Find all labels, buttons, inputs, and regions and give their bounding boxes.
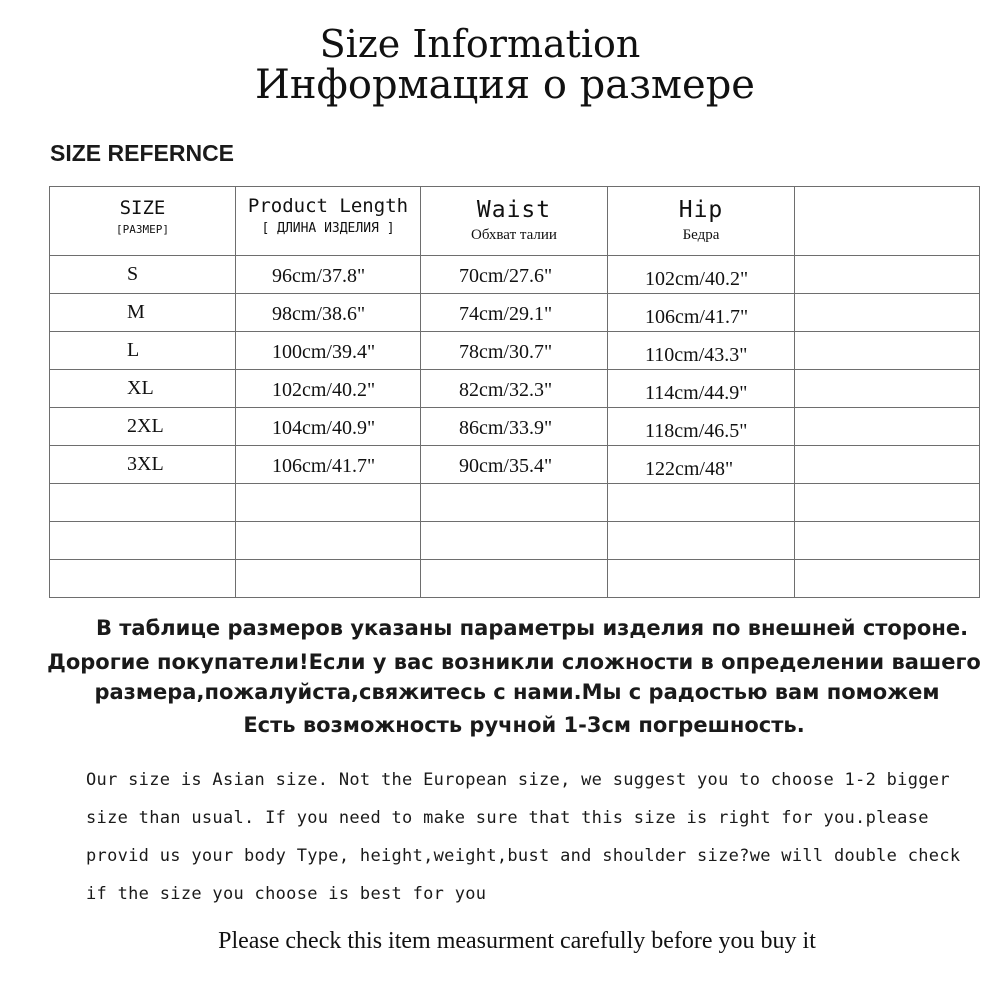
- note-en-line: size than usual. If you need to make sure that this size is right for you.please: [86, 808, 929, 828]
- table-row: [50, 446, 980, 484]
- header-length-label: Product Length: [247, 195, 409, 217]
- cell-empty: [795, 256, 980, 294]
- table-row: [50, 408, 980, 446]
- cell-size: L: [127, 339, 140, 361]
- size-table: [49, 186, 980, 598]
- table-row: [50, 332, 980, 370]
- empty-table-row: [50, 522, 980, 560]
- header-hip-sublabel: Бедра: [682, 227, 720, 243]
- cell-hip: 102cm/40.2": [645, 268, 749, 290]
- empty-table-row: [50, 560, 980, 598]
- cell-empty: [795, 332, 980, 370]
- cell-length: 96cm/37.8": [272, 265, 366, 287]
- header-hip: [608, 187, 795, 256]
- table-row: [50, 256, 980, 294]
- header-waist-sublabel: Обхват талии: [471, 227, 557, 243]
- note-ru-line: Есть возможность ручной 1-3см погрешность.: [243, 713, 805, 737]
- title-english: Size Information: [319, 22, 641, 66]
- note-en-line: if the size you choose is best for you: [86, 884, 487, 904]
- header-size: [50, 187, 236, 256]
- header-size-label: SIZE: [119, 197, 166, 219]
- header-waist-label: Waist: [476, 197, 552, 223]
- cell-waist: 70cm/27.6": [459, 265, 553, 287]
- header-length: [236, 187, 421, 256]
- note-en-line: Our size is Asian size. Not the European size, we suggest you to choose 1-2 bigger: [86, 770, 950, 790]
- note-ru-line: размера,пожалуйста,свяжитесь с нами.Мы с радостью вам поможем: [94, 680, 940, 704]
- header-length-sublabel: [ ДЛИНА ИЗДЕЛИЯ ]: [261, 221, 395, 236]
- cell-waist: 78cm/30.7": [459, 341, 553, 363]
- table-row: [50, 294, 980, 332]
- header-hip-label: Hip: [678, 197, 724, 223]
- cell-hip: 110cm/43.3": [645, 344, 748, 366]
- cell-size: XL: [127, 377, 154, 399]
- header-empty: [795, 187, 980, 256]
- cell-length: 104cm/40.9": [272, 417, 376, 439]
- cell-hip: 106cm/41.7": [645, 306, 749, 328]
- cell-size: S: [127, 263, 139, 285]
- cell-hip: 118cm/46.5": [645, 420, 748, 442]
- cell-waist: 86cm/33.9": [459, 417, 553, 439]
- cell-empty: [795, 370, 980, 408]
- cell-waist: 74cm/29.1": [459, 303, 553, 325]
- footer-note: Please check this item measurment carefully before you buy it: [218, 928, 816, 954]
- cell-hip: 122cm/48": [645, 458, 734, 480]
- cell-size: 3XL: [127, 453, 164, 475]
- cell-waist: 90cm/35.4": [459, 455, 553, 477]
- header-size-sublabel: [РАЗМЕР]: [116, 223, 169, 236]
- header-waist: [421, 187, 608, 256]
- cell-length: 106cm/41.7": [272, 455, 376, 477]
- cell-length: 100cm/39.4": [272, 341, 376, 363]
- cell-empty: [795, 408, 980, 446]
- note-en-line: provid us your body Type, height,weight,bust and shoulder size?we will double check: [86, 846, 961, 866]
- note-ru-line: В таблице размеров указаны параметры изделия по внешней стороне.: [95, 616, 969, 640]
- cell-length: 102cm/40.2": [272, 379, 376, 401]
- cell-empty: [795, 446, 980, 484]
- size-reference-heading: SIZE REFERNCE: [50, 140, 235, 166]
- note-ru-line: Дорогие покупатели!Если у вас возникли сложности в определении вашего: [47, 650, 981, 674]
- cell-size: 2XL: [127, 415, 164, 437]
- cell-size: M: [127, 301, 145, 323]
- cell-hip: 114cm/44.9": [645, 382, 748, 404]
- table-row: [50, 370, 980, 408]
- title-russian: Информация о размере: [255, 62, 755, 108]
- empty-table-row: [50, 484, 980, 522]
- table-header-row: [50, 187, 980, 256]
- cell-length: 98cm/38.6": [272, 303, 366, 325]
- cell-waist: 82cm/32.3": [459, 379, 553, 401]
- cell-empty: [795, 294, 980, 332]
